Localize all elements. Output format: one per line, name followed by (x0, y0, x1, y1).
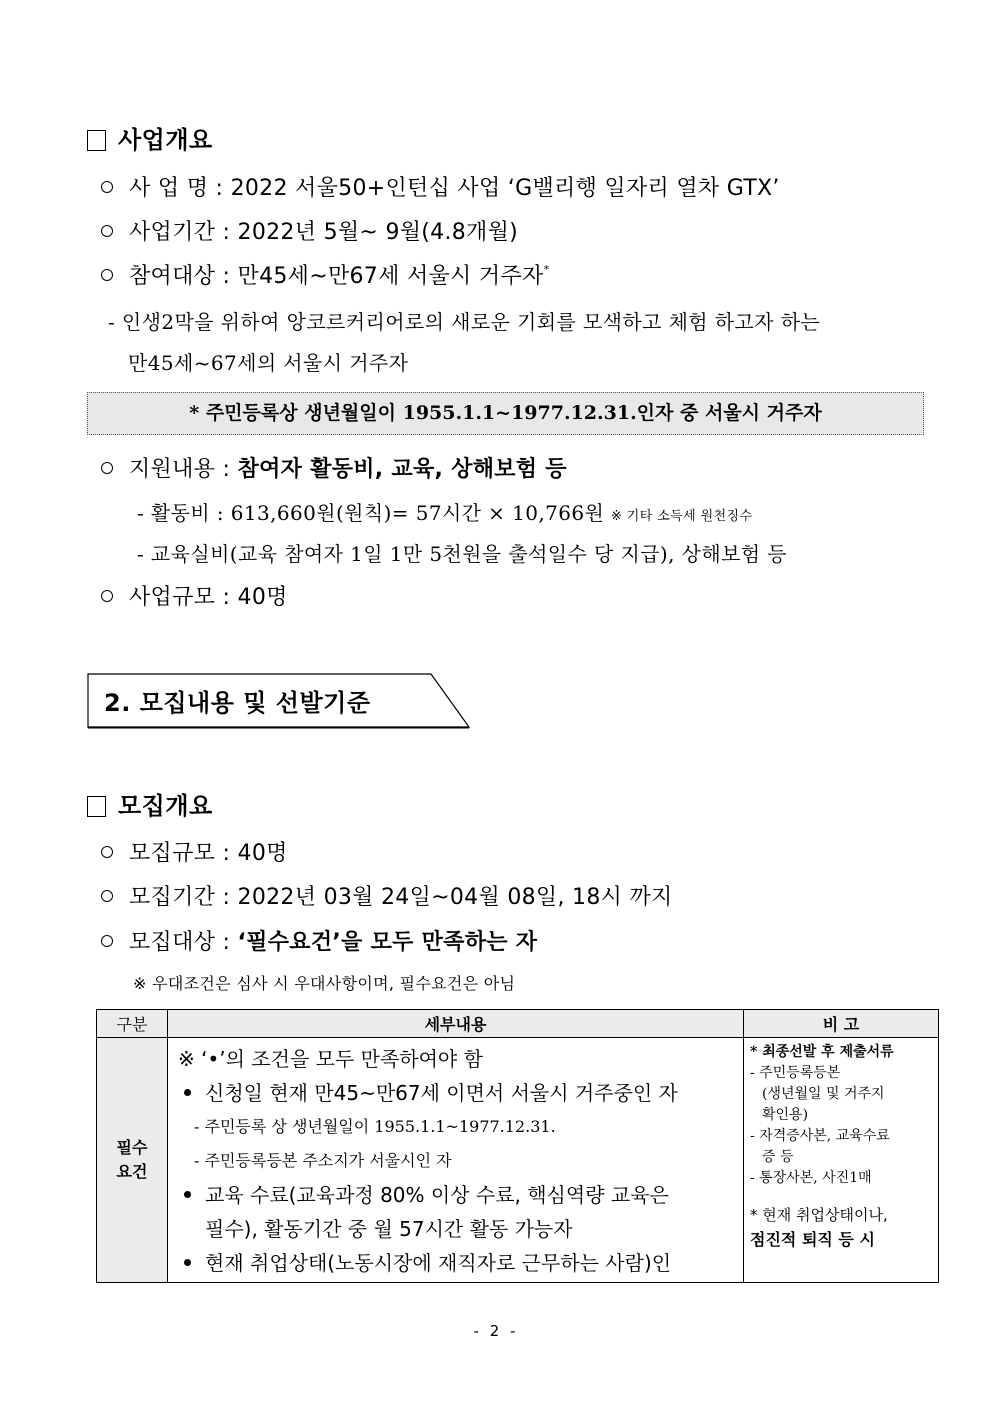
item-label: 모집규모 (129, 841, 216, 866)
item-scale (101, 580, 288, 611)
target-description-line2: 만45세~67세의 서울시 거주자 (128, 351, 409, 375)
remark-line: - 자격증사본, 교육수료 (750, 1128, 890, 1144)
detail-text: 교육 수료(교육과정 80% 이상 수료, 핵심역량 교육은 (205, 1183, 669, 1207)
category-line2: 요건 (116, 1162, 148, 1181)
circle-bullet-icon (101, 846, 113, 858)
page-number: - 2 - (473, 1322, 519, 1340)
details-cell (168, 1038, 744, 1283)
table-row (97, 1038, 939, 1283)
preference-note: ※ 우대조건은 심사 시 우대사항이며, 필수요건은 아님 (133, 974, 516, 993)
support-activity-fee (137, 497, 752, 526)
remark-line: - 주민등록등본 (750, 1065, 841, 1081)
detail-line-bullet (178, 1076, 737, 1110)
item-separator: : (222, 841, 231, 866)
section-heading-text: 사업개요 (118, 126, 213, 154)
target-description-line1: - 인생2막을 위하여 앙코르커리어로의 새로운 기회를 모색하고 체험 하고자 하는 (108, 310, 821, 334)
remarks-cell (744, 1038, 939, 1283)
detail-text: 현재 취업상태(노동시장에 재직자로 근무하는 사람)인 (205, 1251, 672, 1275)
item-value: 40명 (237, 585, 288, 610)
item-label: 모집기간 (129, 885, 216, 910)
item-business-name (101, 171, 780, 202)
footnote-marker: * (543, 263, 550, 276)
remark-line: 점진적 퇴직 등 시 (750, 1230, 875, 1249)
tax-note: ※ 기타 소득세 원천징수 (610, 509, 753, 524)
detail-line-bullet (178, 1178, 737, 1212)
detail-line-sub: - 주민등록 상 생년월일이 1955.1.1~1977.12.31. (194, 1117, 556, 1136)
remark-line: 확인용) (762, 1107, 809, 1123)
detail-text: 신청일 현재 만45~만67세 이면서 서울시 거주중인 자 (205, 1081, 678, 1105)
header-category: 구분 (97, 1010, 168, 1038)
item-recruit-target (101, 925, 537, 956)
item-value: 2022년 03월 24일~04월 08일, 18시 까지 (237, 885, 673, 910)
item-label: 참여대상 (129, 264, 216, 289)
detail-line-instruction: ※ ‘•’의 조건을 모두 만족하여야 함 (178, 1047, 483, 1071)
item-label: 사 업 명 (129, 176, 209, 201)
item-value: 2022년 5월~ 9월(4.8개월) (237, 220, 519, 245)
item-support (101, 452, 567, 483)
item-separator: : (222, 585, 231, 610)
remark-spacer (750, 1189, 932, 1203)
item-recruit-period (101, 880, 673, 911)
detail-line-continuation: 필수), 활동기간 중 월 57시간 활동 가능자 (205, 1217, 573, 1241)
item-separator: : (222, 264, 231, 289)
item-separator: : (222, 930, 231, 955)
item-label: 지원내용 (129, 457, 216, 482)
category-line1: 필수 (116, 1138, 148, 1157)
item-label: 모집대상 (129, 930, 216, 955)
item-value: ‘필수요건’을 모두 만족하는 자 (237, 930, 538, 955)
item-value: 2022 서울50+인턴십 사업 ‘G밸리행 일자리 열차 GTX’ (230, 176, 780, 201)
circle-bullet-icon (101, 225, 113, 237)
section-heading-text: 모집개요 (118, 792, 213, 820)
item-label: 사업규모 (129, 585, 216, 610)
birthdate-note-box: * 주민등록상 생년월일이 1955.1.1~1977.12.31.인자 중 서울시 거주자 (87, 392, 924, 435)
item-recruit-scale (101, 836, 288, 867)
item-value: 참여자 활동비, 교육, 상해보험 등 (237, 457, 567, 482)
item-value: 40명 (237, 841, 288, 866)
remark-line: 증 등 (762, 1149, 794, 1165)
bullet-dot-icon (184, 1259, 191, 1266)
section-banner (87, 673, 472, 729)
remark-line: - 통장사본, 사진1매 (750, 1170, 872, 1186)
bullet-dot-icon (184, 1191, 191, 1198)
bullet-dot-icon (184, 1089, 191, 1096)
checkbox-square-icon (87, 796, 106, 817)
item-separator: : (222, 457, 231, 482)
requirements-table (96, 1009, 939, 1283)
support-education-fee: - 교육실비(교육 참여자 1일 1만 5천원을 출석일수 당 지급), 상해보험 등 (137, 542, 787, 566)
banner-title: 2. 모집내용 및 선발기준 (104, 689, 371, 717)
item-separator: : (215, 176, 224, 201)
remark-line: (생년월일 및 거주지 (762, 1086, 885, 1102)
table-header-row (97, 1010, 939, 1038)
circle-bullet-icon (101, 269, 113, 281)
activity-fee-text: - 활동비 : 613,660원(원칙)= 57시간 × 10,766원 (137, 501, 605, 525)
header-remarks: 비 고 (744, 1010, 939, 1038)
item-participants (101, 259, 549, 290)
category-cell (97, 1038, 168, 1283)
item-value: 만45세~만67세 서울시 거주자 (237, 264, 544, 289)
detail-line-bullet (178, 1246, 737, 1280)
circle-bullet-icon (101, 462, 113, 474)
circle-bullet-icon (101, 935, 113, 947)
section-heading-business-overview (87, 120, 213, 155)
header-details: 세부내용 (168, 1010, 744, 1038)
section-heading-recruitment-overview (87, 786, 213, 821)
item-separator: : (222, 885, 231, 910)
checkbox-square-icon (87, 130, 106, 151)
item-label: 사업기간 (129, 220, 216, 245)
item-business-period (101, 215, 518, 246)
detail-line-sub: - 주민등록등본 주소지가 서울시인 자 (194, 1151, 452, 1170)
circle-bullet-icon (101, 890, 113, 902)
remark-line: * 최종선발 후 제출서류 (750, 1044, 894, 1060)
circle-bullet-icon (101, 181, 113, 193)
item-separator: : (222, 220, 231, 245)
circle-bullet-icon (101, 590, 113, 602)
remark-line: * 현재 취업상태이나, (750, 1206, 888, 1224)
